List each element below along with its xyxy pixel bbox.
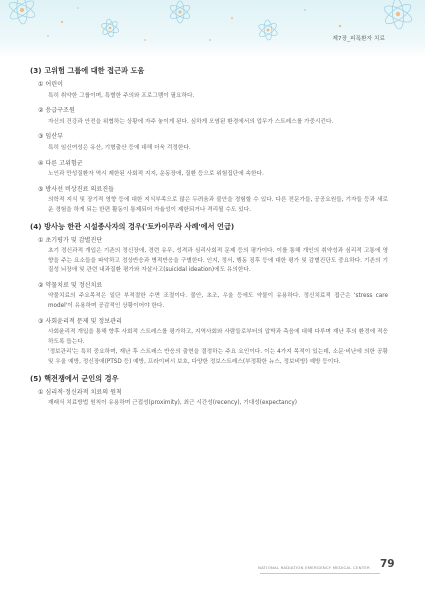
header-band xyxy=(0,0,425,58)
subsection-body: 약물치료의 주요목적은 일단 부적절한 수면 조절이다. 불안, 초조, 우울 등에도 약물이 유용하다. 정신치료적 접근은 'stress care model'이 유용하며 공감적인 상황이어야 한다. xyxy=(48,293,388,310)
atom-decoration-icon xyxy=(0,0,425,58)
subsection-title: ① 초기평가 및 감별진단 xyxy=(38,236,103,244)
subsection-other-risk xyxy=(30,160,388,180)
section-3 xyxy=(30,66,388,216)
section-4 xyxy=(30,222,388,368)
page-content xyxy=(30,66,388,415)
subsection-title: ① 심리적·정신과적 치료의 원칙 xyxy=(38,388,122,396)
section-title: (3) 고위험 그룹에 대한 접근과 도움 xyxy=(30,66,145,75)
footer-organization: NATIONAL RADIATION EMERGENCY MEDICAL CENTER xyxy=(258,565,370,570)
subsection-body: 특히 임신여성은 유산, 기형출산 등에 대해 더욱 걱정한다. xyxy=(48,144,191,151)
subsection-title: ② 약물치료 및 정신치료 xyxy=(38,281,103,289)
subsection-medication xyxy=(30,282,388,312)
subsection-title: ⑤ 방사선 비상진료 의료진들 xyxy=(38,185,115,193)
subsection-body: 의학적 지식 및 장기적 영향 등에 대한 지식부족으로 많은 두려움과 불안을 경험할 수 있다. 다른 전문가들, 공공요원들, 기자들 등과 새로운 경험을 하게 되는 한편 활동이 통제되어 자율성이 제한되거나 격리될 수도 있다. xyxy=(48,197,388,213)
footer-divider xyxy=(260,573,380,574)
subsection-social-ethics xyxy=(30,318,388,368)
subsection-initial-assessment xyxy=(30,237,388,276)
subsection-body-extra: '정보관리'는 특히 중요하며, 재난 후 스트레스 반응의 출현을 결정하는 주요 요인이다. 이는 4가지 목적이 있는데, 소문·비난에 의한 공황 및 우울 예방, 정신장애(PTSD 등) 예방, 프라이버시 보호, 다양한 정보스트레스(부정확한 뉴스, 정보비방) 예방 등이다. xyxy=(48,349,388,365)
subsection-title: ① 어린이 xyxy=(38,81,64,88)
section-5 xyxy=(30,374,388,409)
section-title: (5) 핵전쟁에서 군인의 경우 xyxy=(30,373,119,383)
subsection-title: ③ 사회윤리적 문제 및 정보관리 xyxy=(38,317,122,325)
subsection-body: 특히 취약한 그룹이며, 특별한 주의와 프로그램이 필요하다. xyxy=(48,92,195,99)
subsection-body: 초기 정신과적 개입은 기존의 정신장애, 경련 유무, 성격과 심리사회적 문제 등의 평가이다. 이를 통해 개인의 취약성과 심리적 고통에 영향을 주는 요소들을 파악하고 정상반응과 병적반응을 구별한다. 인지, 정서, 행동 징후 등에 대한 평가 및 감별진단도 중요하다. 기존의 기질성 뇌장애 및 관련 내과질환 평가와 자살사고(suicidal ideation)에도 유의한다. xyxy=(48,248,388,274)
subsection-title: ③ 임산부 xyxy=(38,133,64,141)
subsection-first-responders xyxy=(30,107,388,127)
subsection-title: ② 응급구조원 xyxy=(38,107,75,115)
section-title: (4) 방사능 한관 시설종사자의 경우('토카이무라 사례'에서 언급) xyxy=(30,221,235,231)
subsection-body: 자신의 건강과 안전을 위협하는 상황에 자주 놓이게 된다. 심하게 오염된 환경에서의 업무가 스트레스를 가중시킨다. xyxy=(48,118,334,125)
page-number: 79 xyxy=(380,558,395,570)
chapter-title: 제7장_피폭환자 치료 xyxy=(332,36,385,42)
subsection-body: 노인과 만성질환자 역시 제한된 사회적 지지, 운동장애, 질환 등으로 위험집단에 속한다. xyxy=(48,171,264,178)
subsection-children xyxy=(30,81,388,101)
subsection-body: 사회윤리적 개입을 통해 향후 사회적 스트레스를 평가하고, 지역사회와 사람들로부터의 압박과 측음에 대해 다루며 재난 후의 환경에 적응하도록 돕는다. xyxy=(48,329,388,345)
subsection-treatment-principles xyxy=(30,389,388,409)
subsection-body: 재래식 치료방법 원칙이 유용하며 근접성(proximity), 최근 시간성(recency), 기대성(expectancy) xyxy=(48,400,297,407)
subsection-medical-staff xyxy=(30,186,388,216)
subsection-title: ④ 다른 고위험군 xyxy=(38,159,83,167)
subsection-pregnant xyxy=(30,133,388,153)
